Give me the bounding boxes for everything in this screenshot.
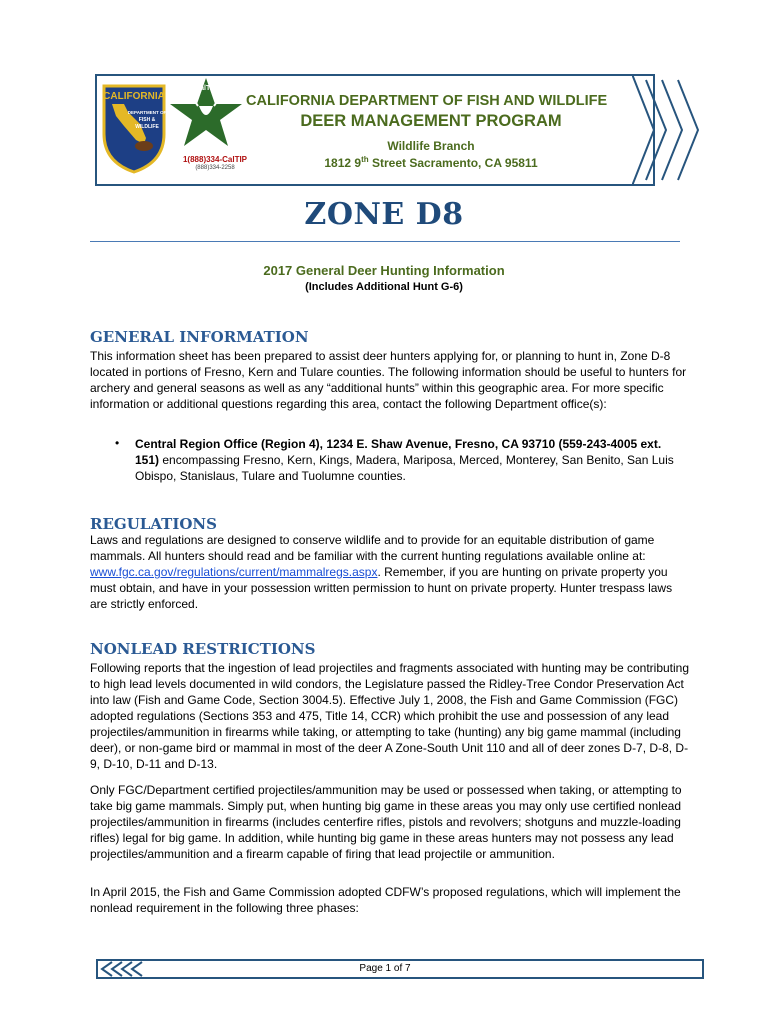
region-office-counties: encompassing Fresno, Kern, Kings, Madera, Mariposa, Merced, Monterey, San Benito, San Luis Obispo, Stanislaus, Tulare and Tuolumne counties.	[135, 453, 674, 483]
regulations-text-pre: Laws and regulations are designed to conserve wildlife and to provide for an equitable distribution of game mammals. All hunters should read and be familiar with the current hunting regulations available online at:	[90, 533, 655, 563]
page-number: Page 1 of 7	[359, 963, 411, 974]
subtitle: 2017 General Deer Hunting Information	[263, 263, 505, 278]
heading-nonlead-restrictions: NONLEAD RESTRICTIONS	[90, 640, 316, 658]
branch-name: Wildlife Branch	[387, 139, 475, 153]
address-number: 1812 9	[324, 156, 362, 170]
page-title: ZONE D8	[304, 197, 464, 232]
heading-regulations: REGULATIONS	[90, 515, 217, 533]
caltip-badge-text: CalTIP	[195, 85, 217, 92]
logo-dept-line3: WILDLIFE	[135, 124, 159, 130]
address-street: Street Sacramento, CA 95811	[368, 156, 538, 170]
general-information-body: This information sheet has been prepared to assist deer hunters applying for, or planning to hunt in, Zone D-8 located in portions of Fresno, Kern and Tulare counties. The following information should be useful to hunters for archery and general seasons as well as any “additional hunts” within this geographic area. For more specific information or additional questions regarding this area, contact the following Department office(s):	[90, 349, 687, 411]
caltip-phone-alt: (888)334-2258	[195, 165, 235, 171]
logo-dept-line2: FISH &	[138, 117, 156, 123]
nonlead-paragraph-2: Only FGC/Department certified projectiles/ammunition may be used or possessed when taking, or attempting to take big game mammals. Simply put, when hunting big game in these areas you may only use certified nonlead projectiles/ammunition in firearms (includes centerfire rifles, pistols and revolvers; shotguns and muzzle-loading rifles) legal for big game. In addition, while hunting big game in these areas hunters may not possess any lead projectiles/ammunition and a firearm capable of firing that lead projectile or ammunition.	[90, 783, 682, 861]
program-name: DEER MANAGEMENT PROGRAM	[300, 112, 562, 130]
heading-general-information: GENERAL INFORMATION	[90, 328, 309, 346]
caltip-badge-logo	[168, 76, 244, 158]
region-office-item	[135, 436, 675, 484]
caltip-phone: 1(888)334-CalTIP	[182, 155, 248, 164]
regulations-link[interactable]: www.fgc.ca.gov/regulations/current/mammalregs.aspx	[90, 565, 378, 579]
region-office-name: Central Region Office (Region 4), 1234 E. Shaw Avenue, Fresno, CA 93710 (559-243-4005 ext. 151)	[135, 437, 662, 467]
logo-dept-line1: DEPARTMENT OF	[127, 110, 167, 115]
bullet-icon: •	[115, 436, 120, 450]
chevron-right-decoration	[632, 74, 708, 186]
nonlead-paragraph-3: In April 2015, the Fish and Game Commission adopted CDFW’s proposed regulations, which will implement the nonlead requirement in the following three phases:	[90, 885, 681, 915]
subtitle-note: (Includes Additional Hunt G-6)	[305, 281, 463, 293]
regulations-body	[90, 532, 690, 612]
address-ordinal: th	[361, 155, 369, 164]
address	[246, 155, 616, 170]
cdfw-logo	[100, 82, 168, 174]
org-name: CALIFORNIA DEPARTMENT OF FISH AND WILDLIFE	[246, 93, 608, 109]
logo-state: CALIFORNIA	[103, 91, 165, 102]
regulations-text-post: . Remember, if you are hunting on private property you must obtain, and have in your possession written permission to hunt on private property. Hunter trespass laws are strictly enforced.	[90, 565, 673, 611]
nonlead-paragraph-1: Following reports that the ingestion of lead projectiles and fragments associated with hunting may be contributing to high lead levels documented in wild condors, the Legislature passed the Ridley-Tree Condor Preservation Act into law (Fish and Game Code, Section 3004.5). Effective July 1, 2008, the Fish and Game Commission (FGC) adopted regulations (Sections 353 and 475, Title 14, CCR) which prohibit the use and possession of any lead projectiles/ammunition in firearms while taking, or attempting to take (hunting) any big game mammal (including deer), or non-game bird or mammal in most of the deer A Zone-South Unit 110 and all of deer zones D-7, D-8, D-9, D-10, D-11 and D-13.	[90, 661, 690, 771]
title-divider	[90, 241, 680, 242]
chevron-left-decoration	[98, 961, 144, 977]
